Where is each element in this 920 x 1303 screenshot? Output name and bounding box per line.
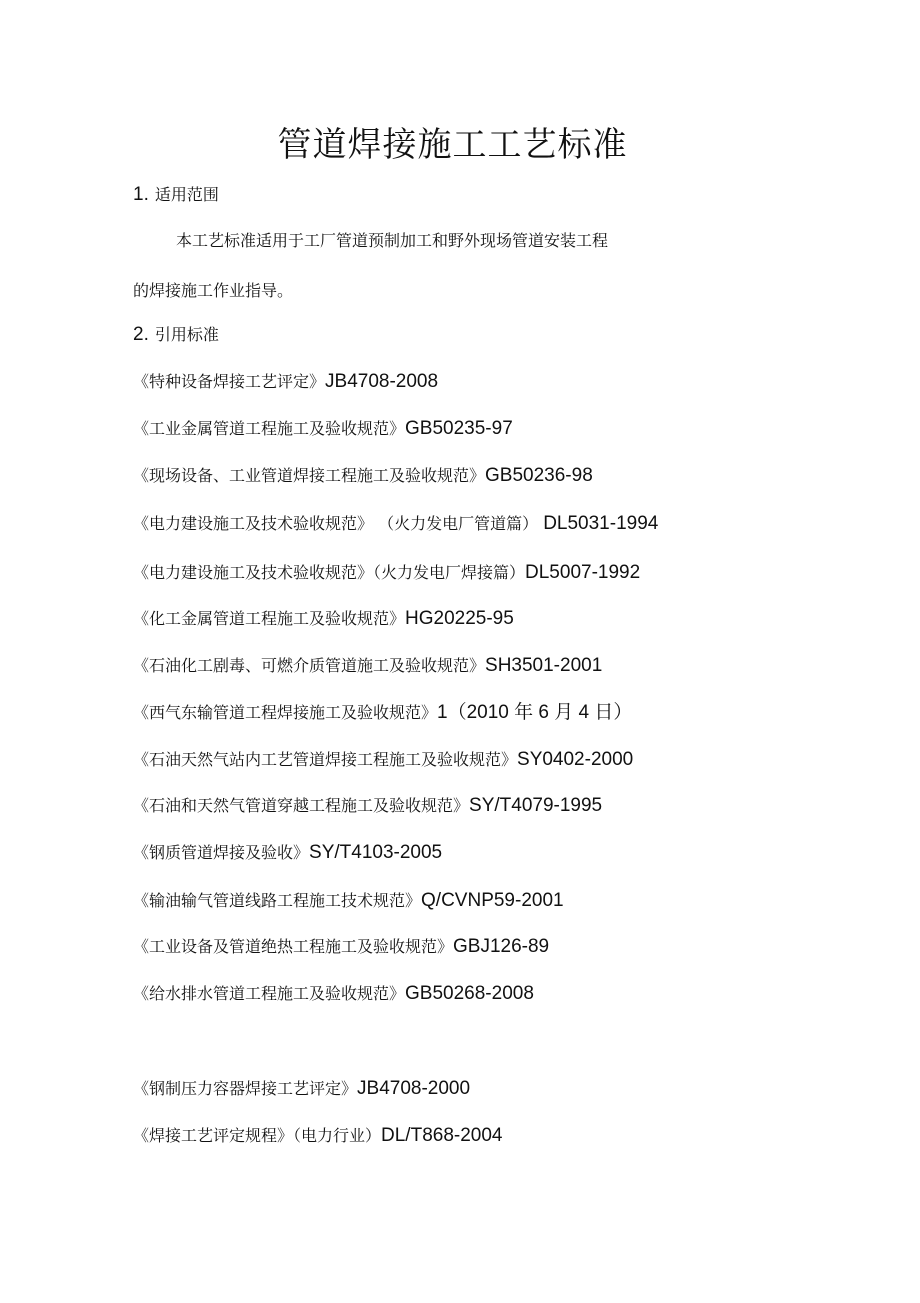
reference-code: SY/T4079-1995 xyxy=(469,795,603,816)
reference-item xyxy=(133,700,632,726)
reference-code: DL5031-1994 xyxy=(543,513,659,534)
reference-item xyxy=(133,560,640,586)
reference-code: DL5007-1992 xyxy=(525,562,641,583)
reference-name: 《工业金属管道工程施工及验收规范》 xyxy=(133,419,406,438)
reference-item xyxy=(133,1123,502,1149)
reference-item xyxy=(133,1076,470,1102)
reference-item xyxy=(133,606,514,632)
section-2-title: 引用标准 xyxy=(154,325,219,344)
reference-code: GB50235-97 xyxy=(405,418,513,439)
reference-code: HG20225-95 xyxy=(405,608,514,629)
reference-code: SH3501-2001 xyxy=(485,655,603,676)
reference-item xyxy=(133,416,513,442)
reference-name: 《西气东输管道工程焊接施工及验收规范》 xyxy=(133,703,438,722)
reference-name: 《钢质管道焊接及验收》 xyxy=(133,843,310,862)
reference-code: GB50236-98 xyxy=(485,465,593,486)
reference-item xyxy=(133,511,658,537)
section-1-paragraph-line-2: 的焊接施工作业指导。 xyxy=(133,281,294,300)
document-title: 管道焊接施工工艺标准 xyxy=(277,125,628,165)
reference-code: JB4708-2008 xyxy=(325,371,439,392)
reference-name: 《输油输气管道线路工程施工技术规范》 xyxy=(133,891,422,910)
reference-item xyxy=(133,653,602,679)
reference-code: SY/T4103-2005 xyxy=(309,842,443,863)
reference-name: 《化工金属管道工程施工及验收规范》 xyxy=(133,609,406,628)
reference-name: 《给水排水管道工程施工及验收规范》 xyxy=(133,984,406,1003)
reference-name: 《现场设备、工业管道焊接工程施工及验收规范》 xyxy=(133,466,486,485)
reference-item xyxy=(133,463,593,489)
reference-code: Q/CVNP59-2001 xyxy=(421,890,564,911)
reference-name: 《石油天然气站内工艺管道焊接工程施工及验收规范》 xyxy=(133,750,518,769)
section-1-title: 适用范围 xyxy=(154,185,219,204)
section-2-heading xyxy=(133,322,219,348)
reference-code: 1（2010 年 6 月 4 日） xyxy=(437,702,633,723)
reference-code: GB50268-2008 xyxy=(405,983,534,1004)
reference-item xyxy=(133,747,633,773)
reference-item xyxy=(133,369,438,395)
reference-name: 《石油化工剧毒、可燃介质管道施工及验收规范》 xyxy=(133,656,486,675)
reference-code: SY0402-2000 xyxy=(517,749,634,770)
section-1-number: 1. xyxy=(133,184,149,205)
reference-name: 《电力建设施工及技术验收规范》（火力发电厂焊接篇） xyxy=(133,563,526,582)
reference-name: 《工业设备及管道绝热工程施工及验收规范》 xyxy=(133,937,454,956)
section-2-number: 2. xyxy=(133,324,149,345)
section-1-paragraph-line-1: 本工艺标准适用于工厂管道预制加工和野外现场管道安装工程 xyxy=(176,231,609,250)
reference-code: DL/T868-2004 xyxy=(381,1125,503,1146)
section-1-heading xyxy=(133,182,219,208)
reference-item xyxy=(133,981,534,1007)
reference-item xyxy=(133,793,602,819)
reference-code: JB4708-2000 xyxy=(357,1078,471,1099)
reference-item xyxy=(133,934,549,960)
reference-name: 《特种设备焊接工艺评定》 xyxy=(133,372,326,391)
reference-item xyxy=(133,888,564,914)
reference-name: 《钢制压力容器焊接工艺评定》 xyxy=(133,1079,358,1098)
reference-name: 《电力建设施工及技术验收规范》 （火力发电厂管道篇） xyxy=(133,514,539,533)
reference-name: 《石油和天然气管道穿越工程施工及验收规范》 xyxy=(133,796,470,815)
reference-code: GBJ126-89 xyxy=(453,936,550,957)
reference-name: 《焊接工艺评定规程》（电力行业） xyxy=(133,1126,382,1145)
reference-item xyxy=(133,840,442,866)
